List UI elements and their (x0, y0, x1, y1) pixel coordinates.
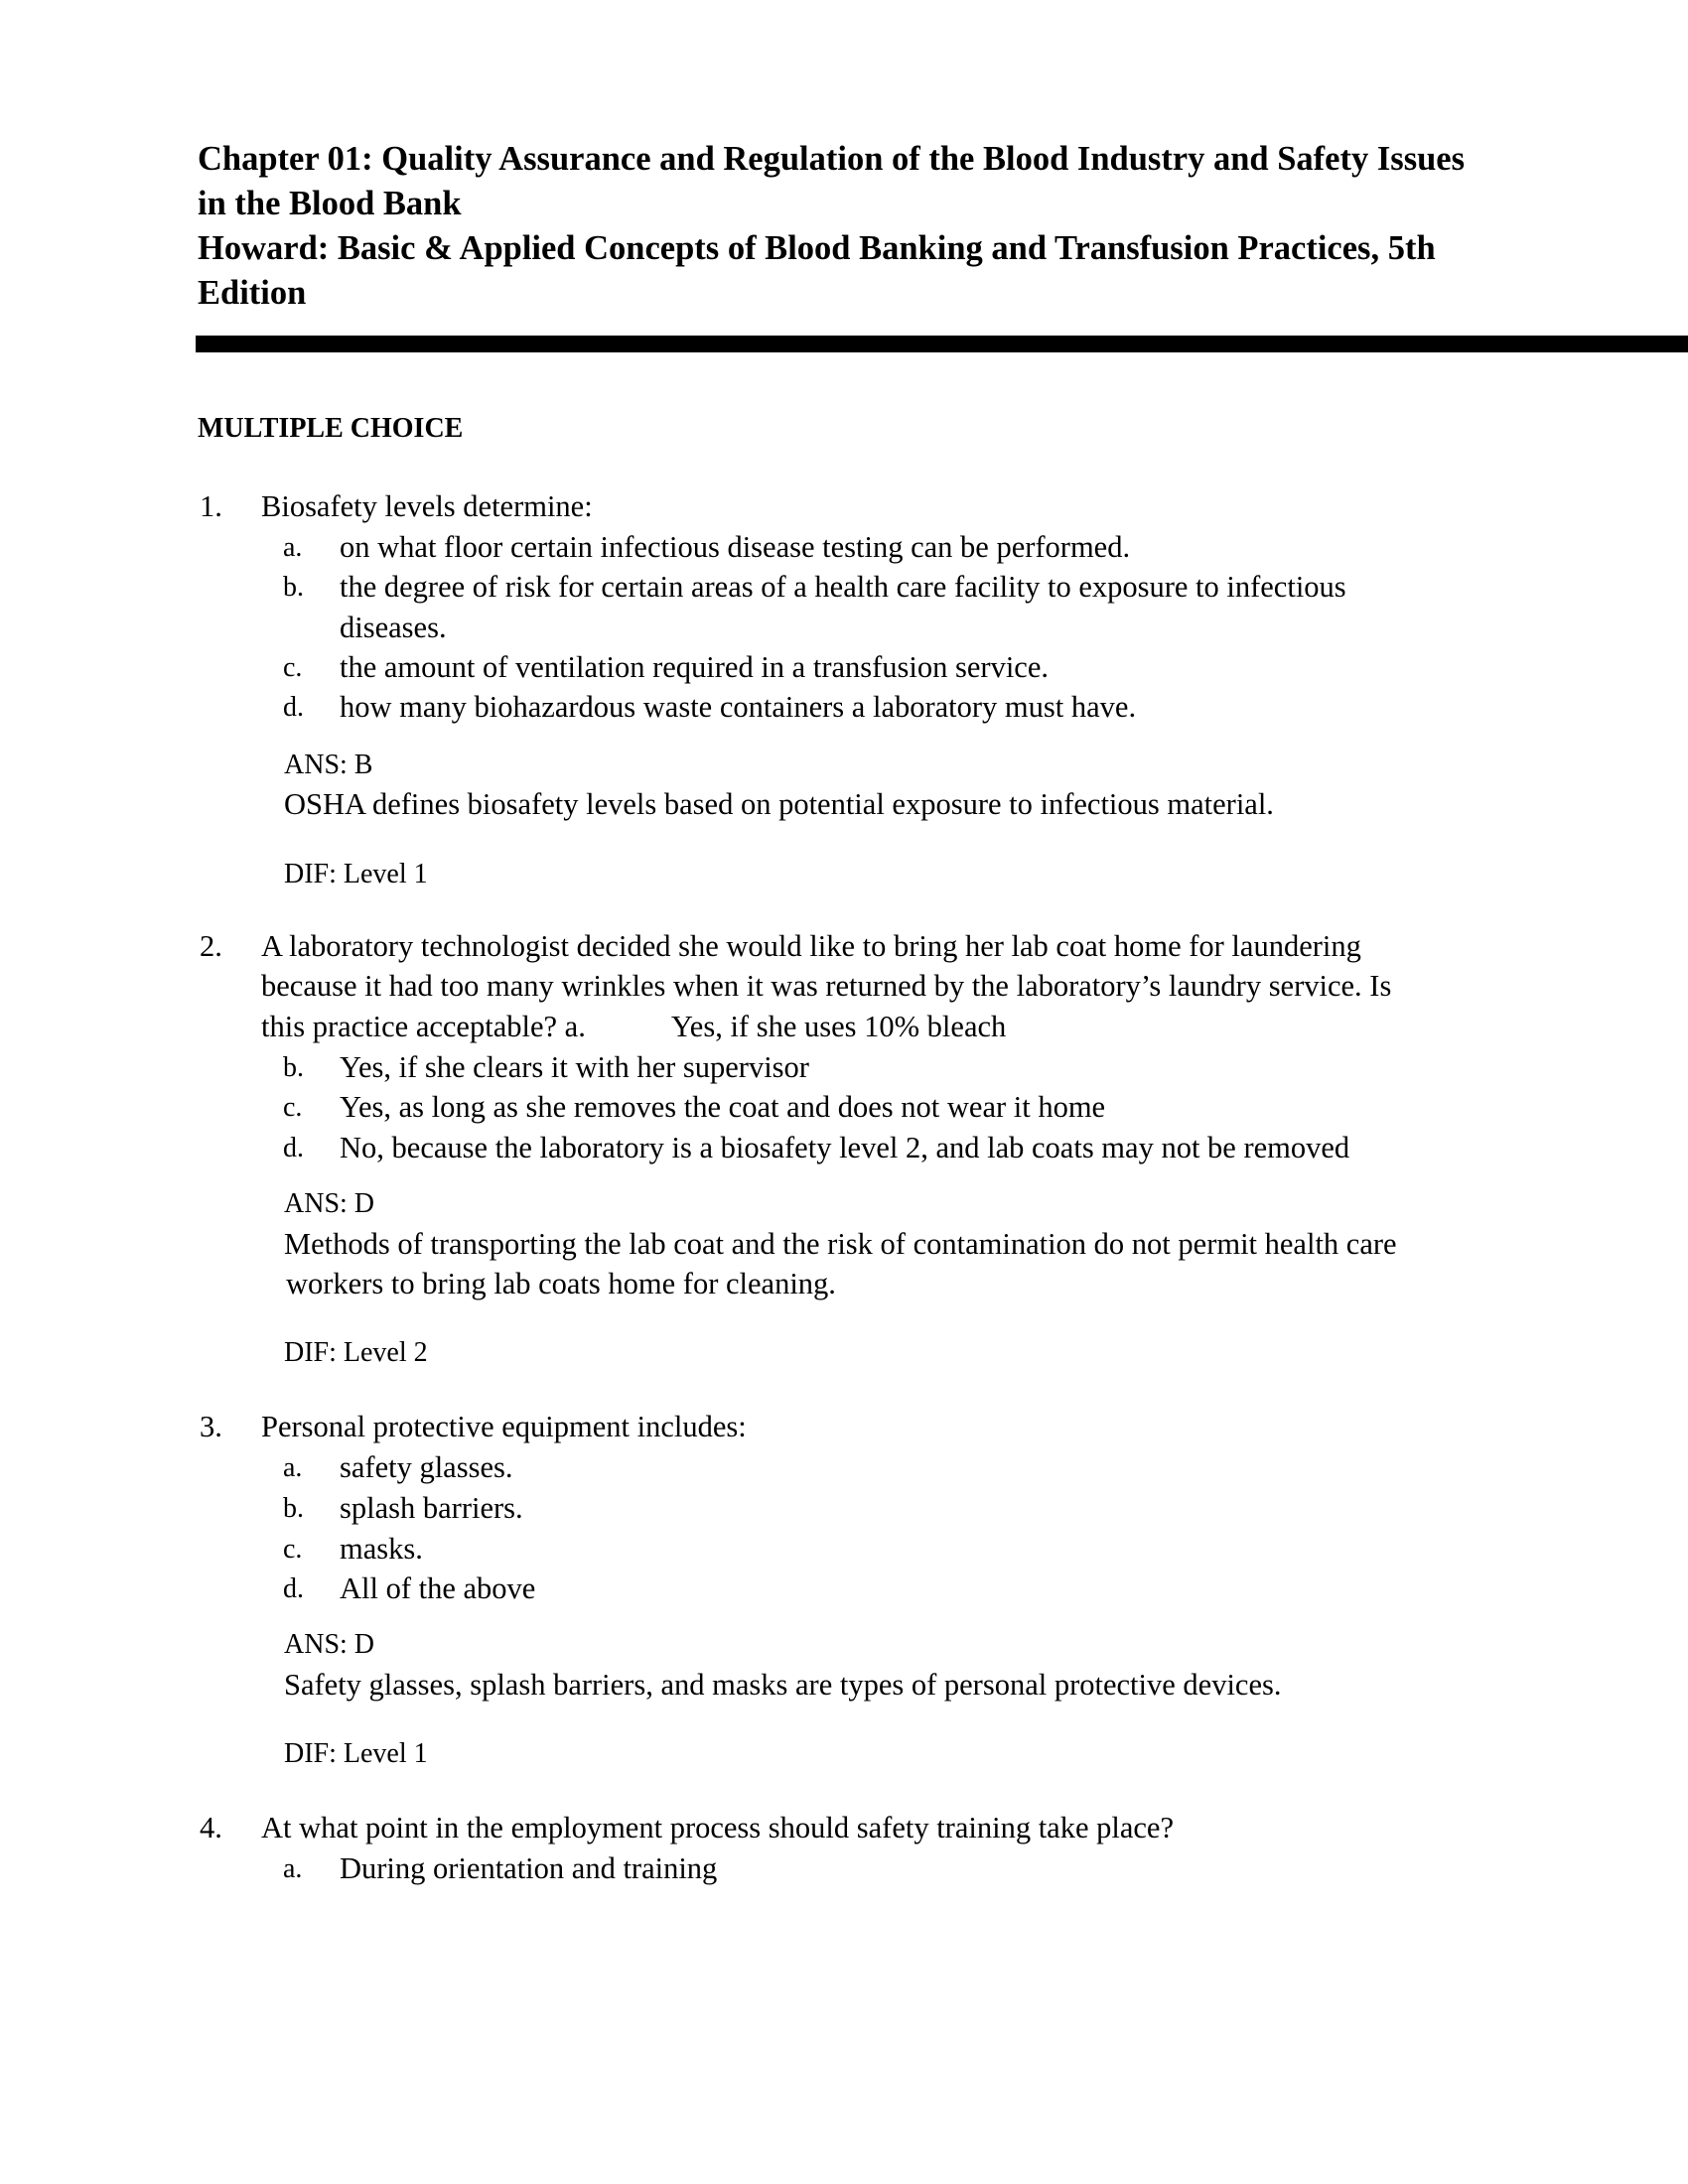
question-number: 3. (200, 1410, 222, 1443)
answer-explanation: Safety glasses, splash barriers, and masks are types of personal protective devices. (284, 1668, 1282, 1702)
option-letter: d. (283, 1573, 304, 1604)
section-heading: MULTIPLE CHOICE (198, 413, 464, 444)
option-text: how many biohazardous waste containers a laboratory must have. (340, 690, 1137, 724)
question-text-continued: because it had too many wrinkles when it was returned by the laboratory’s laundry service. Is (261, 969, 1392, 1003)
question-text: A laboratory technologist decided she would like to bring her lab coat home for laundering (261, 929, 1361, 963)
answer-explanation: OSHA defines biosafety levels based on potential exposure to infectious material. (284, 787, 1274, 821)
title-line: Chapter 01: Quality Assurance and Regulation of the Blood Industry and Safety Issues (198, 140, 1466, 178)
option-text: splash barriers. (340, 1491, 523, 1525)
option-text: Yes, as long as she removes the coat and does not wear it home (340, 1090, 1106, 1124)
option-letter: a. (283, 532, 303, 563)
option-letter: d. (283, 1133, 304, 1163)
option-letter: a. (283, 1853, 303, 1884)
question-text: Personal protective equipment includes: (261, 1410, 747, 1443)
option-letter: c. (283, 652, 303, 683)
option-letter: c. (283, 1534, 303, 1565)
question-text-tail: this practice acceptable? a. (261, 1010, 586, 1043)
option-letter: a. (283, 1452, 303, 1483)
answer-key: ANS: B (284, 750, 373, 780)
title-line: in the Blood Bank (198, 185, 462, 222)
option-text: No, because the laboratory is a biosafety level 2, and lab coats may not be removed (340, 1131, 1350, 1164)
option-text: on what floor certain infectious disease testing can be performed. (340, 530, 1131, 564)
option-letter: c. (283, 1092, 303, 1123)
option-text: the amount of ventilation required in a transfusion service. (340, 650, 1049, 684)
option-text: Yes, if she clears it with her supervisor (340, 1050, 809, 1084)
question-number: 4. (200, 1811, 222, 1844)
option-text-inline: Yes, if she uses 10% bleach (670, 1010, 1007, 1043)
question-text: At what point in the employment process should safety training take place? (261, 1811, 1174, 1844)
question-number: 2. (200, 929, 222, 963)
option-text-continued: diseases. (340, 611, 447, 644)
option-letter: d. (283, 692, 304, 723)
option-text: masks. (340, 1532, 423, 1566)
option-text: safety glasses. (340, 1450, 513, 1484)
answer-key: ANS: D (284, 1629, 375, 1660)
difficulty-level: DIF: Level 1 (284, 1738, 428, 1769)
difficulty-level: DIF: Level 1 (284, 859, 428, 889)
document-title (198, 137, 1588, 316)
option-text: the degree of risk for certain areas of a health care facility to exposure to infectious (340, 570, 1346, 604)
option-letter: b. (283, 1052, 304, 1083)
answer-key: ANS: D (284, 1188, 375, 1219)
question-text: Biosafety levels determine: (261, 489, 593, 523)
option-text: All of the above (340, 1571, 536, 1605)
question-number: 1. (200, 489, 222, 523)
option-letter: b. (283, 572, 304, 603)
difficulty-level: DIF: Level 2 (284, 1337, 428, 1368)
question-text-continued (261, 1007, 1006, 1047)
title-line: Howard: Basic & Applied Concepts of Blood Banking and Transfusion Practices, 5th (198, 229, 1436, 267)
option-text: During orientation and training (340, 1851, 718, 1885)
title-divider-bar (196, 336, 1688, 352)
answer-explanation-continued: workers to bring lab coats home for cleaning. (286, 1267, 836, 1300)
title-line: Edition (198, 274, 307, 312)
option-letter: b. (283, 1493, 304, 1524)
answer-explanation: Methods of transporting the lab coat and the risk of contamination do not permit health care (284, 1227, 1397, 1261)
